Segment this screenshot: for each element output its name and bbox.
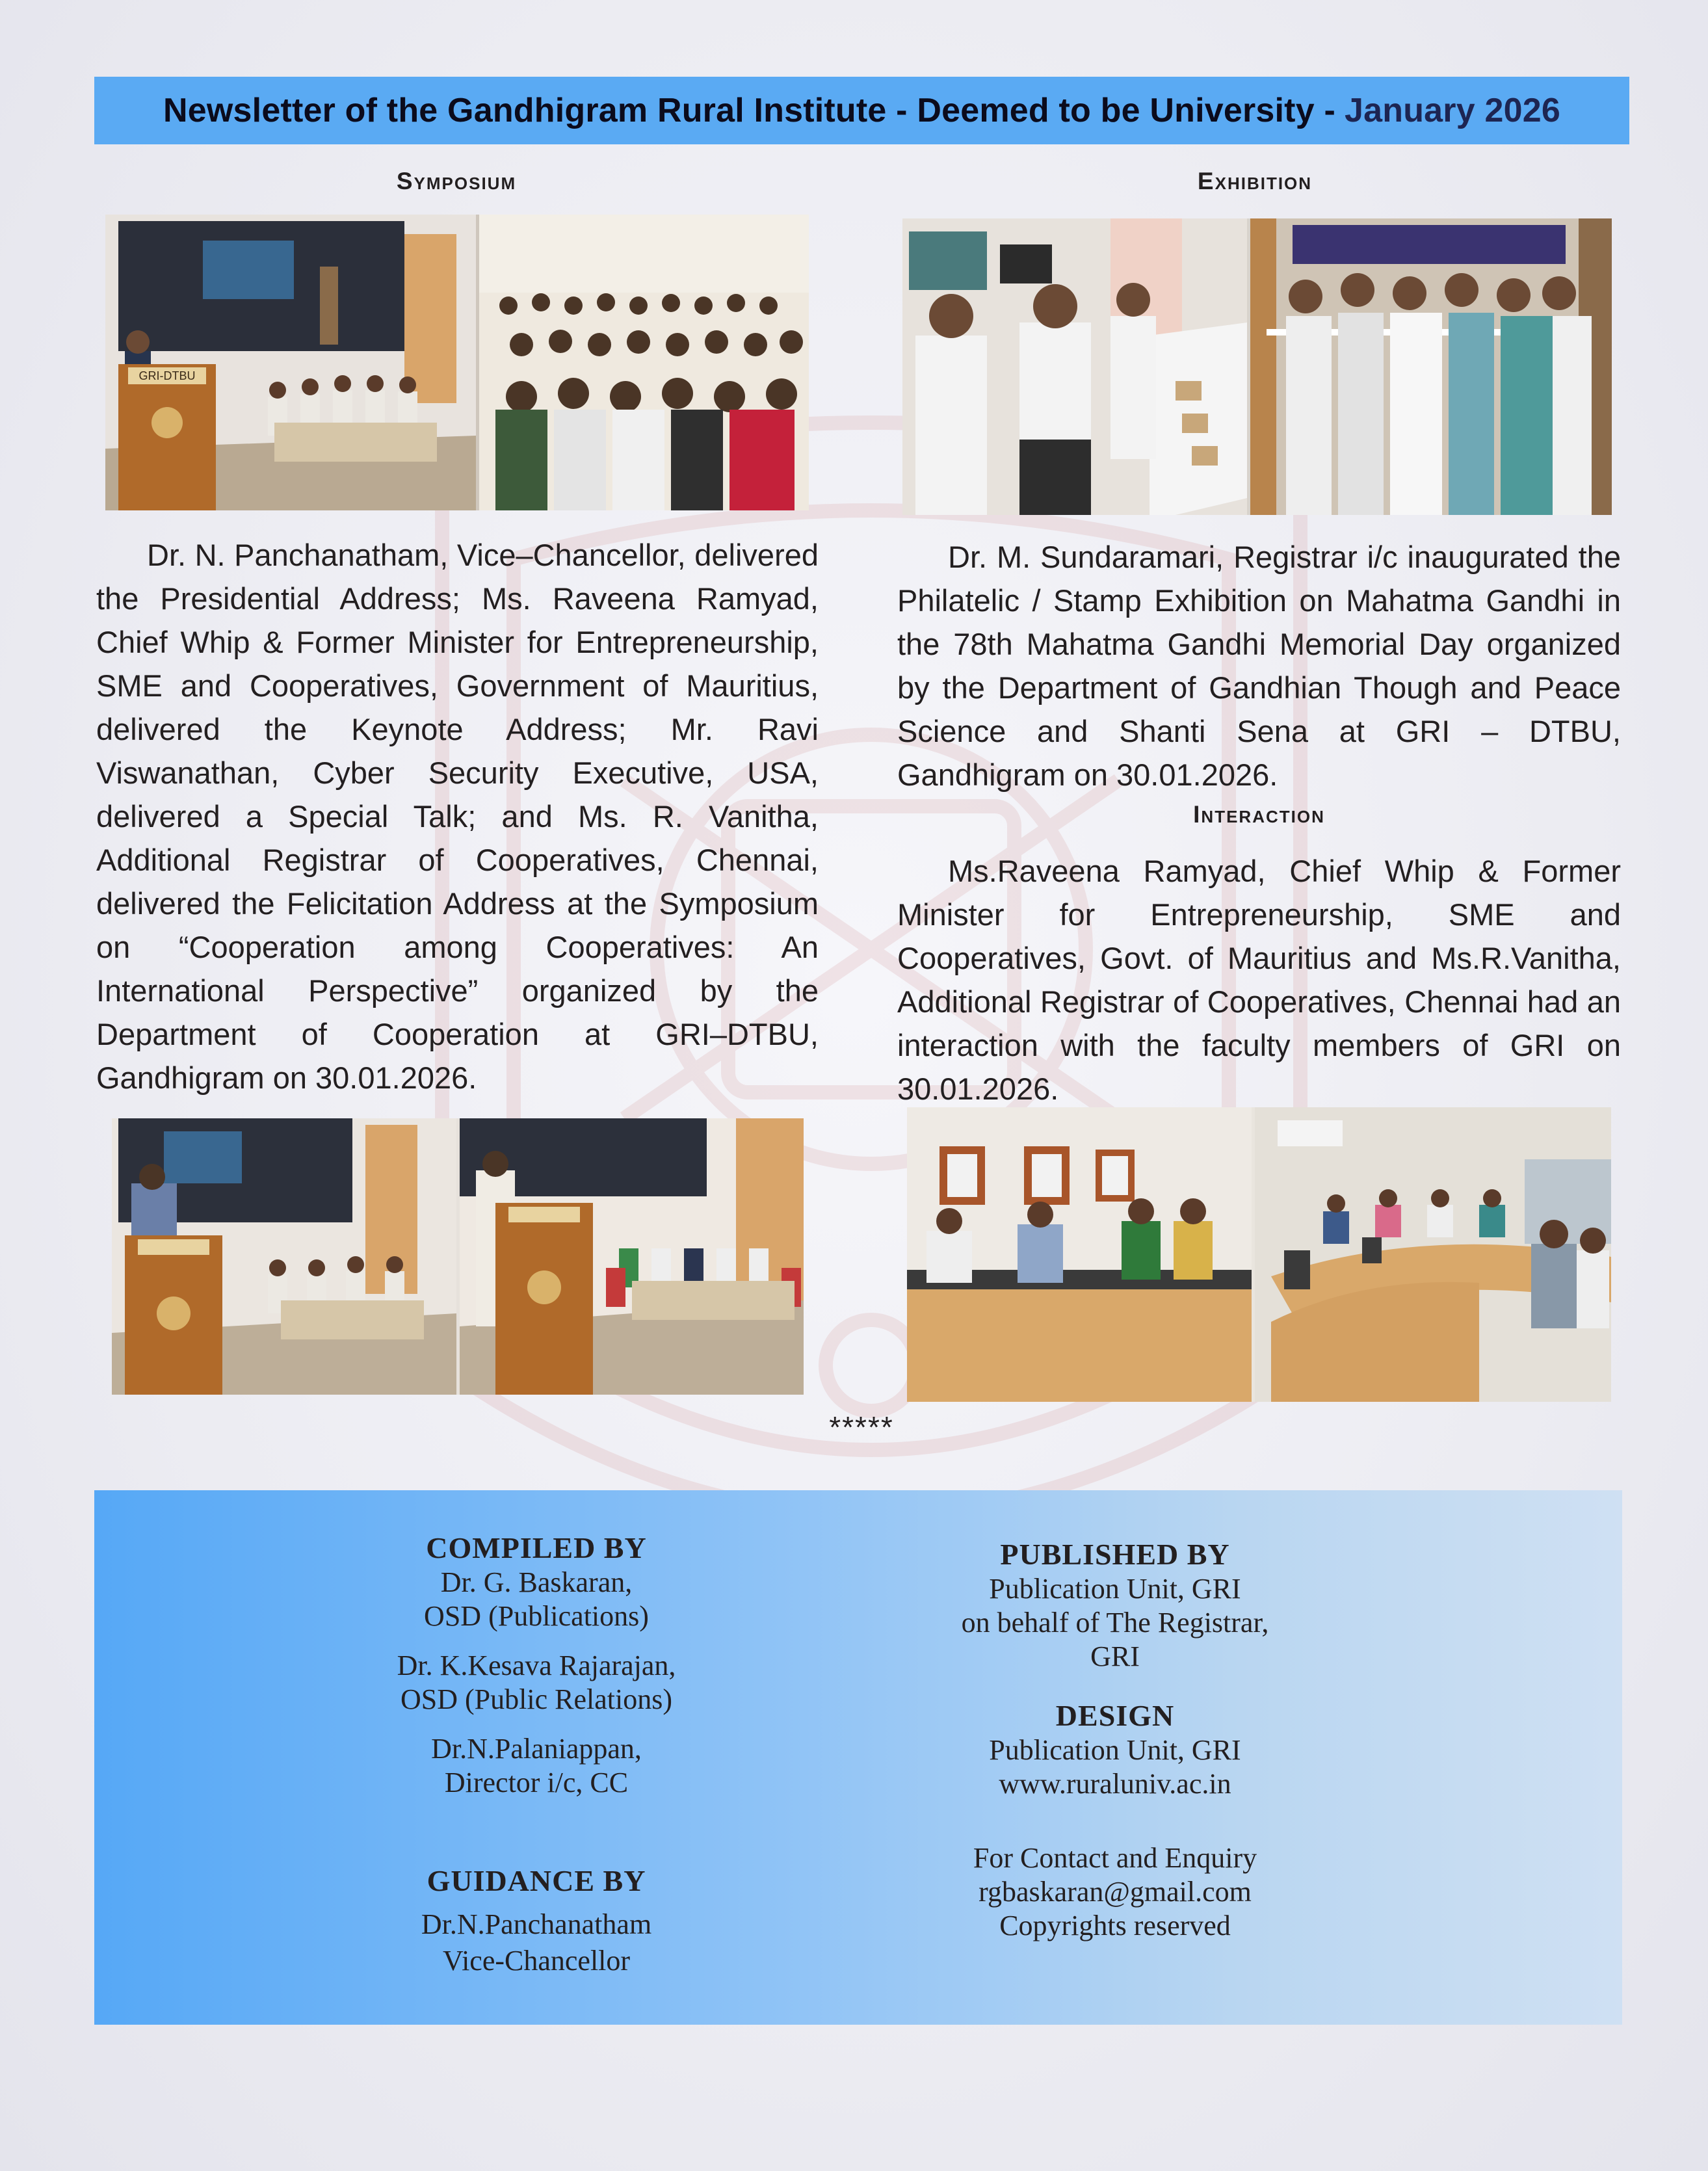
interaction-photo <box>907 1107 1611 1402</box>
design-heading: DESIGN <box>1055 1699 1175 1732</box>
symposium-paragraph: Dr. N. Panchanatham, Vice–Chancellor, delivered the Presidential Address; Ms. Raveena Ramyad, Chief Whip & Former Minister for Entrepreneurship, SME and Cooperatives, Government of Mauritius, delivered the Keynote Address; Mr. Ravi Viswanathan, Cyber Security Executive, USA, delivered a Special Talk; and Ms. R. Vanitha, Additional Registrar of Cooperatives, Chennai, delivered the Felicitation Address at the Symposium on “Cooperation among Cooperatives: An International Perspective” organized by the Department of Cooperation at GRI–DTBU, Gandhigram on 30.01.2026. <box>96 538 819 1095</box>
guidance-by-heading: GUIDANCE BY <box>427 1864 646 1897</box>
compiler-role: Director i/c, CC <box>444 1767 629 1798</box>
symposium-heading: Symposium <box>396 168 517 194</box>
newsletter-title: Newsletter of the Gandhigram Rural Institute - Deemed to be University - <box>163 92 1335 129</box>
interaction-paragraph: Ms.Raveena Ramyad, Chief Whip & Former Minister for Entrepreneurship, SME and Cooperatives, Govt. of Mauritius and Ms.R.Vanitha, Additional Registrar of Cooperatives, Chennai had an interaction with the faculty members of GRI on 30.01.2026. <box>897 854 1621 1106</box>
guidance-name: Dr.N.Panchanatham <box>421 1908 652 1940</box>
published-by-heading: PUBLISHED BY <box>1000 1538 1230 1571</box>
guidance-role: Vice-Chancellor <box>442 1945 631 1977</box>
podium-sign-top: GRI-DTBU <box>138 369 196 382</box>
exhibition-heading: Exhibition <box>1197 168 1313 194</box>
copyright-line: Copyrights reserved <box>999 1910 1231 1941</box>
interaction-heading: Interaction <box>1193 801 1325 828</box>
credits-panel <box>94 1490 1622 2025</box>
compiler-name: Dr.N.Palaniappan, <box>431 1733 642 1765</box>
newsletter-date: January 2026 <box>1344 92 1560 129</box>
symposium-photo-bottom <box>112 1118 804 1395</box>
newsletter-header-banner <box>94 77 1629 144</box>
compiled-by-block <box>380 1531 692 1800</box>
published-by-line: Publication Unit, GRI <box>989 1573 1241 1605</box>
section-separator: ***** <box>829 1410 894 1444</box>
design-line: Publication Unit, GRI <box>989 1734 1241 1766</box>
compiled-by-heading: COMPILED BY <box>426 1531 647 1564</box>
contact-line: For Contact and Enquiry <box>973 1842 1257 1874</box>
contact-email-link[interactable]: rgbaskaran@gmail.com <box>979 1876 1252 1908</box>
published-by-line: GRI <box>1090 1640 1140 1672</box>
guidance-by-block <box>380 1863 692 1978</box>
design-block <box>933 1698 1297 1801</box>
exhibition-paragraph: Dr. M. Sundaramari, Registrar i/c inaugurated the Philatelic / Stamp Exhibition on Mahatma Gandhi in the 78th Mahatma Gandhi Memorial Day organized by the Department of Gandhian Though and Peace Science and Shanti Sena at GRI – DTBU, Gandhigram on 30.01.2026. <box>897 540 1621 792</box>
compiler-role: OSD (Publications) <box>424 1600 649 1632</box>
published-by-line: on behalf of The Registrar, <box>961 1607 1269 1638</box>
symposium-photo-top <box>105 215 809 510</box>
website-link[interactable]: www.ruraluniv.ac.in <box>999 1768 1231 1800</box>
contact-block <box>933 1841 1297 1943</box>
compiler-role: OSD (Public Relations) <box>401 1683 672 1715</box>
published-by-block <box>933 1537 1297 1674</box>
exhibition-photo-top <box>902 218 1612 515</box>
compiler-name: Dr. G. Baskaran, <box>440 1566 633 1598</box>
compiler-name: Dr. K.Kesava Rajarajan, <box>397 1650 676 1681</box>
